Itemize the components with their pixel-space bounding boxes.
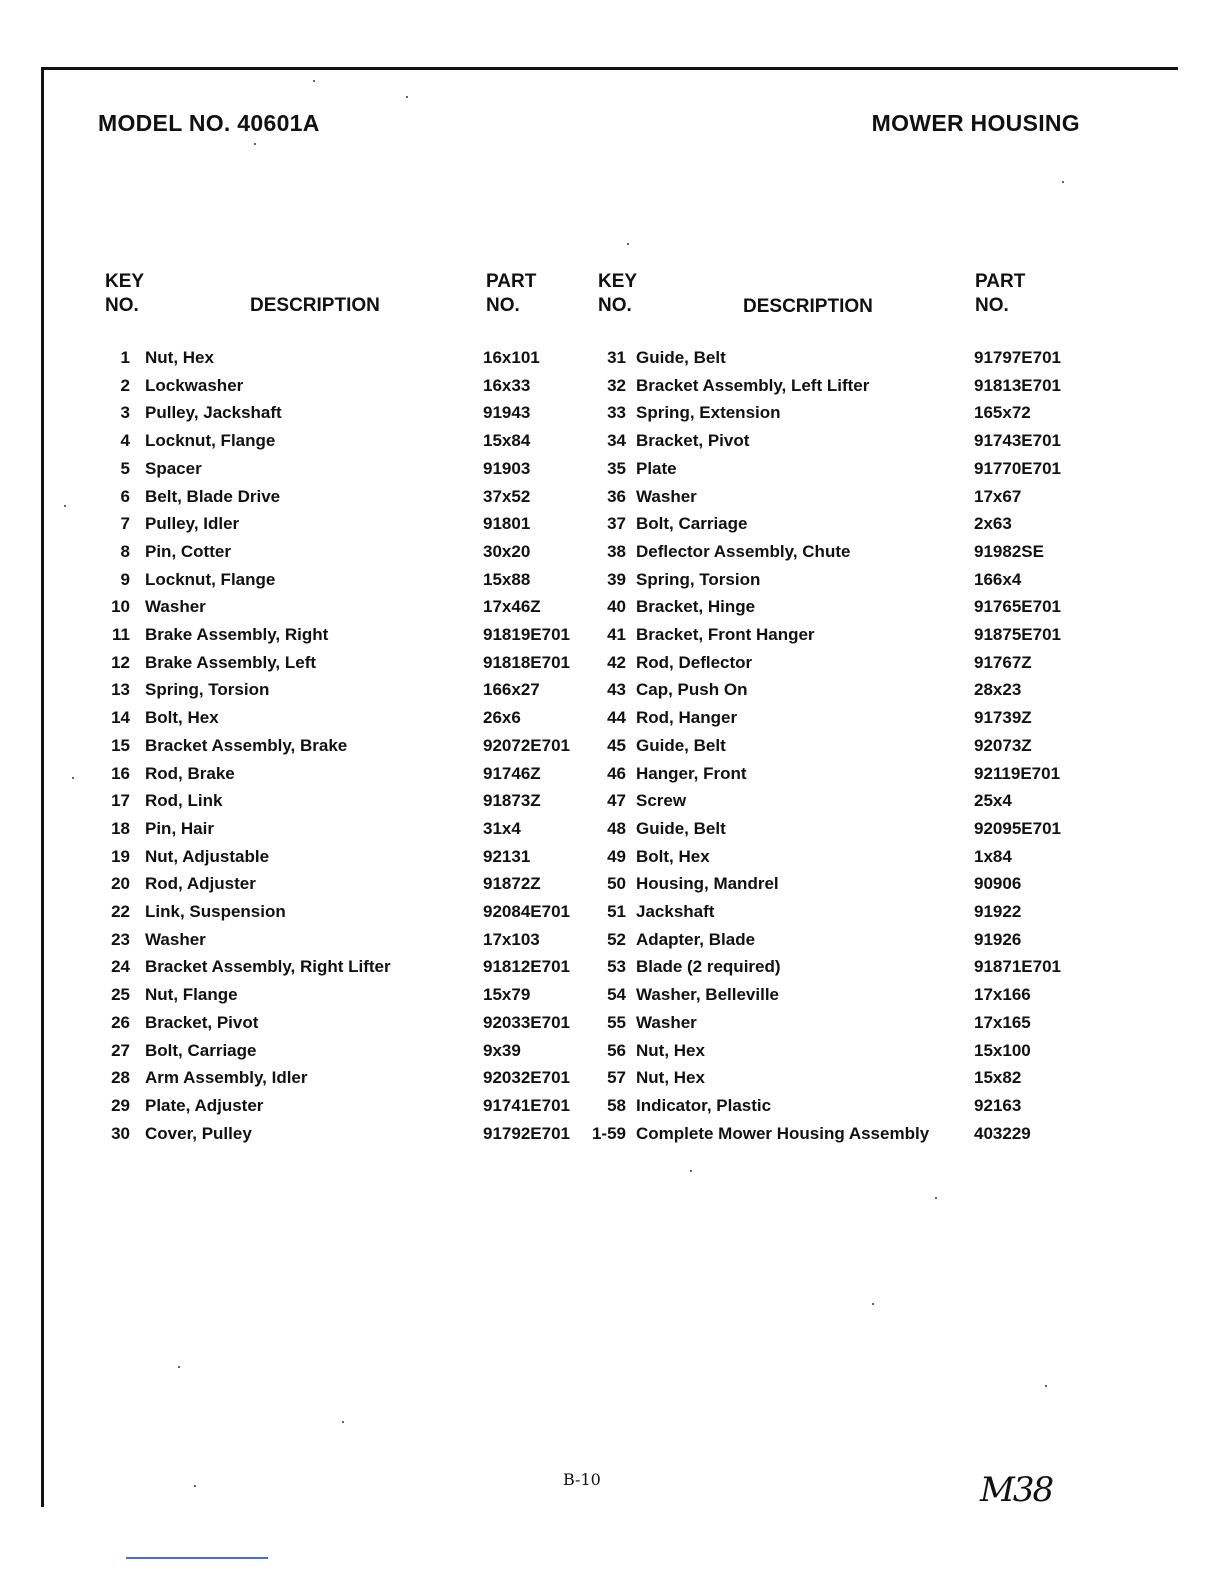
page-frame-left — [41, 67, 44, 1507]
key-number: 1 — [120, 348, 130, 367]
key-number: 18 — [111, 818, 130, 838]
key-number: 4 — [120, 431, 130, 451]
part-number: 28x23 — [974, 680, 1022, 700]
key-number: 15 — [111, 735, 130, 755]
part-number: 2x63 — [974, 514, 1012, 534]
part-number: 91743E701 — [974, 431, 1061, 451]
key-number: 17 — [111, 791, 130, 811]
part-number: 16x101 — [483, 348, 540, 367]
part-description: Adapter, Blade — [636, 929, 756, 949]
key-number: 19 — [111, 846, 130, 866]
part-number: 16x33 — [483, 375, 531, 395]
scan-speck — [72, 777, 74, 779]
part-number: 17x166 — [974, 985, 1031, 1005]
part-number: 92033E701 — [483, 1012, 570, 1032]
part-description: Spring, Extension — [636, 403, 781, 423]
key-number: 27 — [111, 1040, 130, 1060]
key-number: 8 — [120, 541, 130, 561]
part-number: 9x39 — [483, 1040, 521, 1060]
part-description: Nut, Hex — [636, 1040, 705, 1060]
part-number: 91982SE — [974, 541, 1044, 561]
part-number: 91746Z — [483, 763, 541, 783]
part-number: 91792E701 — [483, 1123, 570, 1143]
part-description: Bracket, Pivot — [636, 431, 750, 451]
key-number: 28 — [111, 1068, 130, 1088]
key-number: 23 — [111, 929, 130, 949]
part-number: 91922 — [974, 902, 1022, 921]
part-number: 91875E701 — [974, 625, 1061, 644]
scan-speck — [194, 1485, 196, 1487]
scan-speck — [313, 80, 315, 82]
key-number: 1-59 — [591, 1123, 626, 1143]
part-description: Bolt, Hex — [145, 708, 219, 728]
key-number: 32 — [607, 375, 626, 395]
part-description: Arm Assembly, Idler — [145, 1068, 308, 1088]
part-number: 92163 — [974, 1095, 1022, 1115]
key-number: 35 — [607, 458, 626, 478]
key-number: 6 — [120, 486, 130, 506]
part-description: Lockwasher — [145, 375, 244, 395]
part-description: Guide, Belt — [636, 348, 726, 367]
part-number: 37x52 — [483, 486, 531, 506]
left-part-header — [486, 270, 536, 318]
scan-speck — [254, 143, 256, 145]
scan-speck — [1062, 181, 1064, 183]
part-number: 17x46Z — [483, 597, 541, 617]
part-number: 1x84 — [974, 846, 1012, 866]
part-number: 91812E701 — [483, 957, 570, 977]
part-description: Spacer — [145, 458, 202, 478]
part-number: 17x103 — [483, 929, 540, 949]
part-description: Nut, Hex — [636, 1068, 705, 1088]
key-number: 14 — [111, 708, 130, 728]
right-key-header — [598, 270, 637, 318]
key-number: 38 — [607, 541, 626, 561]
part-description: Pulley, Idler — [145, 514, 240, 534]
part-number: 91739Z — [974, 708, 1032, 728]
part-description: Hanger, Front — [636, 763, 747, 783]
part-description: Nut, Adjustable — [145, 846, 270, 866]
part-number: 91765E701 — [974, 597, 1061, 617]
part-number: 92084E701 — [483, 902, 570, 921]
key-number: 9 — [120, 569, 130, 589]
scan-speck — [406, 96, 408, 98]
key-number: 41 — [607, 625, 626, 644]
scan-speck — [935, 1197, 937, 1199]
part-number: 15x82 — [974, 1068, 1022, 1088]
part-number: 91818E701 — [483, 652, 570, 672]
part-description: Guide, Belt — [636, 735, 726, 755]
part-number: 91767Z — [974, 652, 1032, 672]
right-key-header-line2: NO. — [598, 295, 632, 316]
key-number: 44 — [607, 708, 626, 728]
part-description: Locknut, Flange — [145, 431, 276, 451]
part-description: Rod, Hanger — [636, 708, 738, 728]
page-number: B-10 — [563, 1470, 601, 1489]
part-number: 15x79 — [483, 985, 531, 1005]
part-description: Washer — [636, 1012, 697, 1032]
scan-speck — [1045, 1385, 1047, 1387]
key-number: 45 — [607, 735, 626, 755]
part-number: 166x27 — [483, 680, 540, 700]
part-number: 92095E701 — [974, 818, 1061, 838]
part-description: Nut, Hex — [145, 348, 214, 367]
handwritten-annotation: M38 — [980, 1470, 1053, 1510]
key-number: 16 — [111, 763, 130, 783]
key-number: 7 — [120, 514, 130, 534]
key-number: 22 — [111, 902, 130, 921]
right-part-header-line1: PART — [975, 271, 1026, 292]
key-number: 49 — [607, 846, 626, 866]
part-number: 91819E701 — [483, 625, 570, 644]
left-part-header-line2: NO. — [486, 295, 520, 316]
part-description: Bracket, Pivot — [145, 1012, 259, 1032]
scan-speck — [178, 1366, 180, 1368]
part-number: 91903 — [483, 458, 531, 478]
part-number: 91797E701 — [974, 348, 1061, 367]
key-number: 36 — [607, 486, 626, 506]
right-part-header — [975, 270, 1025, 318]
part-number: 17x165 — [974, 1012, 1031, 1032]
key-number: 52 — [607, 929, 626, 949]
part-description: Washer — [145, 929, 206, 949]
model-number-heading: MODEL NO. 40601A — [98, 110, 320, 136]
key-number: 39 — [607, 569, 626, 589]
key-number: 47 — [607, 791, 626, 811]
part-description: Bracket Assembly, Left Lifter — [636, 375, 870, 395]
part-number: 15x88 — [483, 569, 531, 589]
part-description: Nut, Flange — [145, 985, 238, 1005]
part-description: Locknut, Flange — [145, 569, 276, 589]
part-number: 91943 — [483, 403, 531, 423]
key-number: 33 — [607, 403, 626, 423]
blue-underline-mark — [126, 1557, 268, 1559]
part-number: 92119E701 — [974, 763, 1061, 783]
part-description: Plate — [636, 458, 677, 478]
scan-speck — [872, 1303, 874, 1305]
part-number: 15x84 — [483, 431, 531, 451]
left-key-header-line2: NO. — [105, 295, 139, 316]
part-number: 403229 — [974, 1123, 1031, 1143]
key-number: 25 — [111, 985, 130, 1005]
part-number: 91871E701 — [974, 957, 1061, 977]
part-number: 31x4 — [483, 818, 521, 838]
part-number: 91770E701 — [974, 458, 1061, 478]
part-description: Bracket Assembly, Brake — [145, 735, 348, 755]
key-number: 56 — [607, 1040, 626, 1060]
key-number: 13 — [111, 680, 130, 700]
part-description: Belt, Blade Drive — [145, 486, 281, 506]
part-number: 91741E701 — [483, 1095, 570, 1115]
scan-speck — [342, 1421, 344, 1423]
part-number: 30x20 — [483, 541, 531, 561]
key-number: 53 — [607, 957, 626, 977]
part-number: 92073Z — [974, 735, 1032, 755]
part-description: Brake Assembly, Left — [145, 652, 317, 672]
key-number: 43 — [607, 680, 626, 700]
part-description: Deflector Assembly, Chute — [636, 541, 851, 561]
key-number: 20 — [111, 874, 130, 894]
part-description: Rod, Link — [145, 791, 223, 811]
part-description: Cover, Pulley — [145, 1123, 252, 1143]
left-description-header: DESCRIPTION — [250, 295, 380, 316]
key-number: 37 — [607, 514, 626, 534]
scan-speck — [690, 1170, 692, 1172]
part-description: Bracket, Front Hanger — [636, 625, 815, 644]
part-number: 91872Z — [483, 874, 541, 894]
key-number: 40 — [607, 597, 626, 617]
part-number: 92032E701 — [483, 1068, 570, 1088]
key-number: 31 — [607, 348, 626, 367]
key-number: 57 — [607, 1068, 626, 1088]
key-number: 29 — [111, 1095, 130, 1115]
key-number: 30 — [111, 1123, 130, 1143]
part-description: Link, Suspension — [145, 902, 286, 921]
key-number: 3 — [120, 403, 130, 423]
part-number: 91801 — [483, 514, 531, 534]
part-description: Washer — [145, 597, 206, 617]
part-description: Pin, Cotter — [145, 541, 231, 561]
left-key-header — [105, 270, 144, 318]
part-description: Screw — [636, 791, 687, 811]
key-number: 46 — [607, 763, 626, 783]
part-description: Pin, Hair — [145, 818, 214, 838]
key-number: 51 — [607, 902, 626, 921]
part-description: Jackshaft — [636, 902, 715, 921]
part-description: Complete Mower Housing Assembly — [636, 1123, 930, 1143]
part-description: Brake Assembly, Right — [145, 625, 329, 644]
key-number: 12 — [111, 652, 130, 672]
part-description: Bolt, Carriage — [145, 1040, 257, 1060]
part-number: 91873Z — [483, 791, 541, 811]
key-number: 10 — [111, 597, 130, 617]
left-key-header-line1: KEY — [105, 271, 145, 292]
key-number: 34 — [607, 431, 626, 451]
left-part-header-line1: PART — [486, 271, 537, 292]
key-number: 2 — [120, 375, 130, 395]
right-key-header-line1: KEY — [598, 271, 638, 292]
part-number: 26x6 — [483, 708, 521, 728]
part-description: Rod, Adjuster — [145, 874, 256, 894]
part-description: Spring, Torsion — [145, 680, 270, 700]
part-number: 15x100 — [974, 1040, 1031, 1060]
part-description: Housing, Mandrel — [636, 874, 779, 894]
part-description: Indicator, Plastic — [636, 1095, 772, 1115]
section-title: MOWER HOUSING — [871, 110, 1080, 136]
part-number: 90906 — [974, 874, 1022, 894]
part-description: Plate, Adjuster — [145, 1095, 264, 1115]
part-description: Bracket, Hinge — [636, 597, 756, 617]
scan-speck — [627, 243, 629, 245]
part-number: 17x67 — [974, 486, 1022, 506]
scan-speck — [64, 505, 66, 507]
key-number: 5 — [120, 458, 130, 478]
part-description: Bracket Assembly, Right Lifter — [145, 957, 391, 977]
right-description-header: DESCRIPTION — [743, 296, 873, 317]
part-number: 91813E701 — [974, 375, 1061, 395]
right-part-header-line2: NO. — [975, 295, 1009, 316]
part-description: Bolt, Carriage — [636, 514, 748, 534]
part-number: 92131 — [483, 846, 531, 866]
part-description: Guide, Belt — [636, 818, 726, 838]
part-description: Blade (2 required) — [636, 957, 781, 977]
part-description: Rod, Deflector — [636, 652, 753, 672]
key-number: 26 — [111, 1012, 130, 1032]
part-description: Cap, Push On — [636, 680, 748, 700]
part-description: Bolt, Hex — [636, 846, 710, 866]
key-number: 11 — [112, 625, 130, 644]
part-description: Spring, Torsion — [636, 569, 761, 589]
key-number: 54 — [607, 985, 626, 1005]
key-number: 50 — [607, 874, 626, 894]
key-number: 24 — [111, 957, 130, 977]
part-number: 166x4 — [974, 569, 1022, 589]
page-frame-top — [42, 67, 1178, 70]
part-number: 25x4 — [974, 791, 1012, 811]
key-number: 55 — [607, 1012, 626, 1032]
key-number: 42 — [607, 652, 626, 672]
part-description: Pulley, Jackshaft — [145, 403, 282, 423]
part-description: Washer — [636, 486, 697, 506]
part-description: Rod, Brake — [145, 763, 235, 783]
key-number: 58 — [607, 1095, 626, 1115]
part-number: 91926 — [974, 929, 1022, 949]
part-number: 92072E701 — [483, 735, 570, 755]
part-number: 165x72 — [974, 403, 1031, 423]
part-description: Washer, Belleville — [636, 985, 779, 1005]
key-number: 48 — [607, 818, 626, 838]
